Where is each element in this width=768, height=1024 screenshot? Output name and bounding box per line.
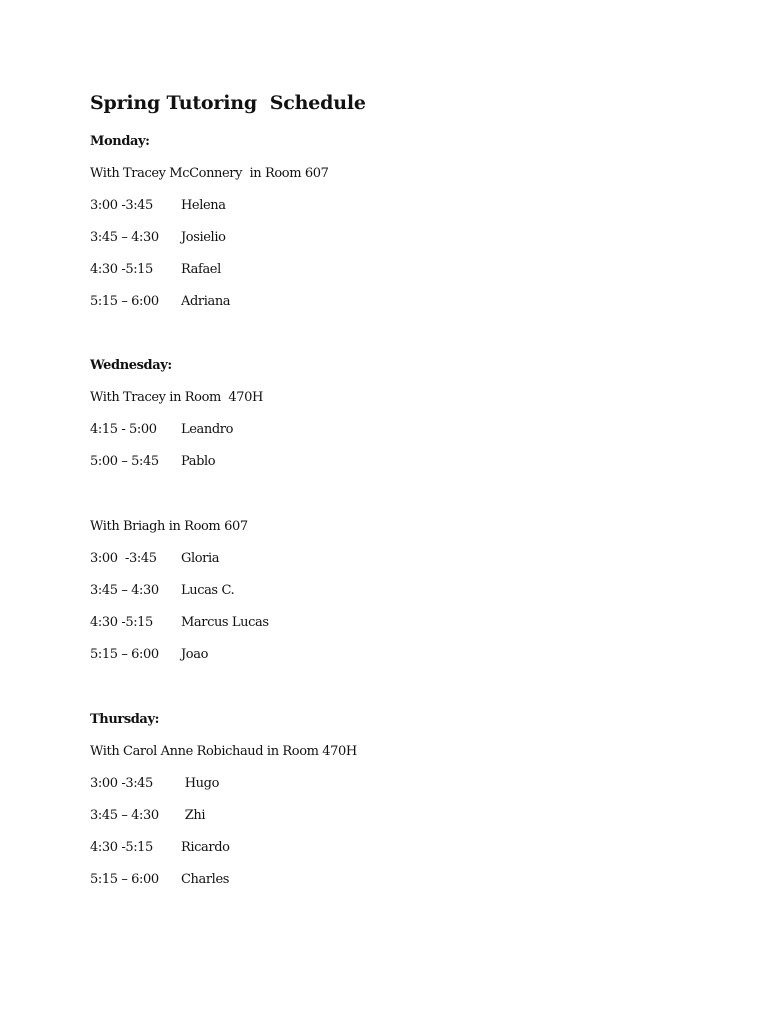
schedule-row [90, 293, 230, 311]
time-slot: 3:00 -3:45 [90, 551, 157, 566]
schedule-row [90, 582, 234, 600]
schedule-row [90, 807, 205, 825]
schedule-row [90, 421, 233, 439]
day-heading-wednesday: Wednesday: [90, 358, 172, 373]
schedule-row [90, 839, 230, 857]
schedule-row [90, 871, 229, 889]
tutor-room-line: With Carol Anne Robichaud in Room 470H [90, 744, 357, 759]
student-name: Rafael [181, 262, 221, 277]
tutor-room-line: With Tracey in Room 470H [90, 390, 263, 405]
student-name: Adriana [181, 294, 231, 309]
student-name: Josielio [181, 230, 226, 245]
time-slot: 4:15 - 5:00 [90, 422, 157, 437]
page-title: Spring Tutoring Schedule [90, 92, 366, 114]
time-slot: 4:30 -5:15 [90, 262, 153, 277]
schedule-row [90, 261, 221, 279]
time-slot: 5:15 – 6:00 [90, 647, 159, 662]
student-name: Hugo [181, 776, 219, 791]
time-slot: 3:00 -3:45 [90, 776, 153, 791]
student-name: Charles [181, 872, 230, 887]
time-slot: 5:15 – 6:00 [90, 294, 159, 309]
student-name: Lucas C. [181, 583, 235, 598]
schedule-row [90, 229, 226, 247]
schedule-row [90, 646, 208, 664]
time-slot: 5:15 – 6:00 [90, 872, 159, 887]
student-name: Joao [181, 647, 209, 662]
day-heading-monday: Monday: [90, 134, 150, 149]
student-name: Zhi [181, 808, 206, 823]
student-name: Pablo [181, 454, 216, 469]
time-slot: 3:00 -3:45 [90, 198, 153, 213]
schedule-row [90, 453, 215, 471]
time-slot: 4:30 -5:15 [90, 615, 153, 630]
student-name: Helena [181, 198, 226, 213]
student-name: Leandro [181, 422, 234, 437]
time-slot: 4:30 -5:15 [90, 840, 153, 855]
tutor-room-line: With Briagh in Room 607 [90, 519, 248, 534]
tutor-room-line: With Tracey McConnery in Room 607 [90, 166, 329, 181]
schedule-row [90, 614, 269, 632]
schedule-row [90, 775, 219, 793]
time-slot: 5:00 – 5:45 [90, 454, 159, 469]
day-heading-thursday: Thursday: [90, 712, 160, 727]
student-name: Gloria [181, 551, 220, 566]
student-name: Ricardo [181, 840, 230, 855]
student-name: Marcus Lucas [181, 615, 269, 630]
schedule-row [90, 550, 219, 568]
time-slot: 3:45 – 4:30 [90, 583, 159, 598]
time-slot: 3:45 – 4:30 [90, 230, 159, 245]
schedule-row [90, 197, 226, 215]
time-slot: 3:45 – 4:30 [90, 808, 159, 823]
